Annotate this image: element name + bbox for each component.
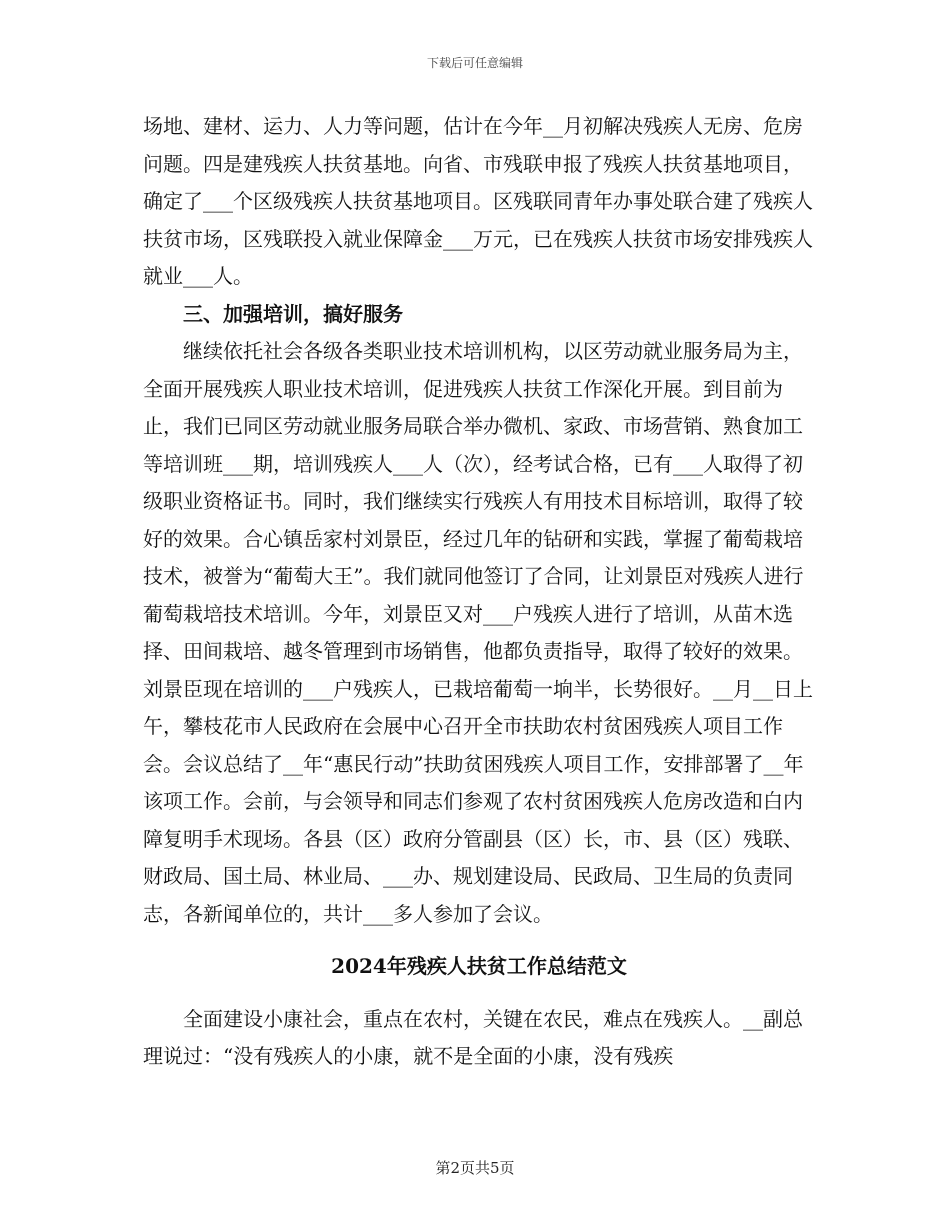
paragraph-continued: 场地、建材、运力、人力等问题，估计在今年__月初解决残疾人无房、危房问题。四是建残疾人扶贫基地。向省、市残联申报了残疾人扶贫基地项目，确定了___个区级残疾人扶贫基地项目。区残联同青年办事处联合建了残疾人扶贫市场，区残联投入就业保障金___万元，已在残疾人扶贫市场安排残疾人就业___人。: [143, 114, 813, 288]
section-heading: 三、加强培训，搞好服务: [183, 301, 403, 326]
page-header-note: 下载后可任意编辑: [426, 56, 523, 70]
paragraph-intro: 全面建设小康社会，重点在农村，关键在农民，难点在残疾人。__副总理说过：“没有残疾人的小康，就不是全面的小康，没有残疾: [143, 1006, 803, 1068]
paragraph-training: 继续依托社会各级各类职业技术培训机构，以区劳动就业服务局为主，全面开展残疾人职业技术培训，促进残疾人扶贫工作深化开展。到目前为止，我们已同区劳动就业服务局联合举办微机、家政、市场营销、熟食加工等培训班___期，培训残疾人___人（次），经考试合格，已有___人取得了初级职业资格证书。同时，我们继续实行残疾人有用技术目标培训，取得了较好的效果。合心镇岳家村刘景臣，经过几年的钻研和实践，掌握了葡萄栽培技术，被誉为“葡萄大王”。我们就同他签订了合同，让刘景臣对残疾人进行葡萄栽培技术培训。今年，刘景臣又对___户残疾人进行了培训，从苗木选择、田间栽培、越冬管理到市场销售，他都负责指导，取得了较好的效果。刘景臣现在培训的___户残疾人，已栽培葡萄一垧半，长势很好。__月__日上午，攀枝花市人民政府在会展中心召开全市扶助农村贫困残疾人项目工作会。会议总结了__年“惠民行动”扶助贫困残疾人项目工作，安排部署了__年该项工作。会前，与会领导和同志们参观了农村贫困残疾人危房改造和白内障复明手术现场。各县（区）政府分管副县（区）长，市、县（区）残联、财政局、国土局、林业局、___办、规划建设局、民政局、卫生局的负责同志，各新闻单位的，共计___多人参加了会议。: [143, 339, 813, 926]
document-title: 2024年残疾人扶贫工作总结范文: [331, 954, 627, 978]
page-number-footer: 第2页共5页: [435, 1159, 515, 1177]
document-body: [143, 108, 815, 1076]
